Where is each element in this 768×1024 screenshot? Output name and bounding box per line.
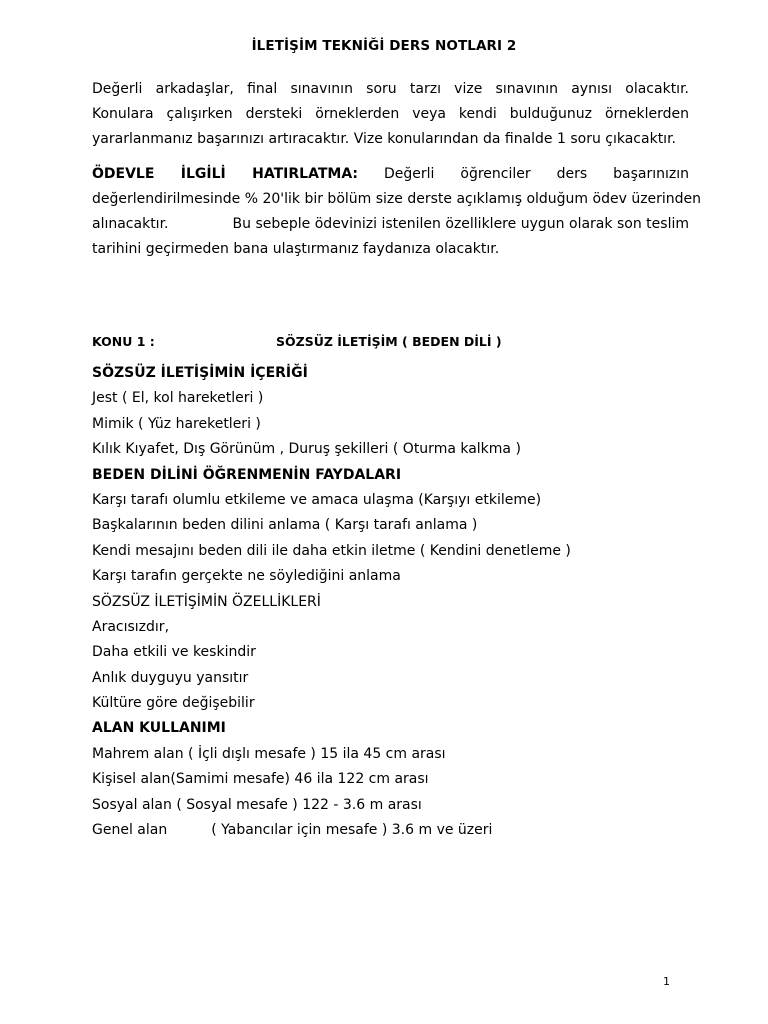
list-item: Kendi mesajını beden dili ile daha etkin iletme ( Kendini denetleme ) (92, 542, 571, 559)
document-title: İLETİŞİM TEKNİĞİ DERS NOTLARI 2 (251, 38, 517, 54)
list-item: Kılık Kıyafet, Dış Görünüm , Duruş şekilleri ( Oturma kalkma ) (92, 441, 521, 458)
section-heading: BEDEN DİLİNİ ÖĞRENMENİN FAYDALARI (92, 466, 402, 483)
list-item: Karşı tarafı olumlu etkileme ve amaca ulaşma (Karşıyı etkileme) (92, 491, 542, 508)
list-item: Mimik ( Yüz hareketleri ) (92, 415, 261, 432)
list-item: Mahrem alan ( İçli dışlı mesafe ) 15 ila 45 cm arası (92, 745, 446, 762)
section-heading: ALAN KULLANIMI (92, 720, 226, 737)
reminder-line-3b: Bu sebeple ödevinizi istenilen özelliklere uygun olarak son teslim (232, 216, 689, 232)
list-item: Kişisel alan(Samimi mesafe) 46 ila 122 cm arası (92, 771, 429, 788)
reminder-line-2: değerlendirilmesinde % 20'lik bir bölüm size derste açıklamış olduğum ödev üzerinden (92, 191, 702, 207)
list-item: Jest ( El, kol hareketleri ) (92, 390, 264, 407)
content-list (92, 361, 692, 843)
list-item: Karşı tarafın gerçekte ne söylediğini anlama (92, 568, 401, 585)
konu-label: KONU 1 : (92, 334, 155, 349)
list-item: Aracısızdır, (92, 618, 170, 635)
reminder-line-1-text: Değerli öğrenciler ders başarınızın (384, 166, 689, 182)
reminder-line-3a: alınacaktır. (92, 216, 169, 232)
intro-line-1: Değerli arkadaşlar, final sınavının soru tarzı vize sınavının aynısı olacaktır. (92, 81, 689, 97)
list-item: Başkalarının beden dilini anlama ( Karşı tarafı anlama ) (92, 517, 478, 534)
intro-line-3: yararlanmanız başarınızı artıracaktır. Vize konularından da finalde 1 soru çıkacaktır. (92, 131, 676, 147)
list-item-part: ( Yabancılar için mesafe ) 3.6 m ve üzeri (211, 822, 493, 839)
list-item: Sosyal alan ( Sosyal mesafe ) 122 - 3.6 m arası (92, 796, 422, 813)
reminder-line-3 (92, 212, 689, 237)
list-item (92, 818, 692, 843)
list-item: Kültüre göre değişebilir (92, 695, 255, 712)
list-item-part: Genel alan (92, 822, 168, 839)
intro-paragraph (92, 77, 689, 152)
intro-line-2: Konulara çalışırken dersteki örneklerden veya kendi bulduğunuz örneklerden (92, 106, 689, 122)
reminder-line-1 (92, 162, 689, 187)
section-heading: SÖZSÜZ İLETİŞİMİN İÇERİĞİ (92, 365, 308, 381)
section-heading-plain: SÖZSÜZ İLETİŞİMİN ÖZELLİKLERİ (92, 593, 321, 610)
list-item: Anlık duyguyu yansıtır (92, 669, 249, 686)
page-number: 1 (663, 975, 670, 988)
list-item: Daha etkili ve keskindir (92, 644, 256, 661)
reminder-line-4: tarihini geçirmeden bana ulaştırmanız faydanıza olacaktır. (92, 241, 500, 257)
reminder-label: ÖDEVLE İLGİLİ HATIRLATMA: (92, 166, 359, 182)
reminder-paragraph (92, 162, 702, 262)
konu-title: SÖZSÜZ İLETİŞİM ( BEDEN DİLİ ) (276, 334, 502, 349)
